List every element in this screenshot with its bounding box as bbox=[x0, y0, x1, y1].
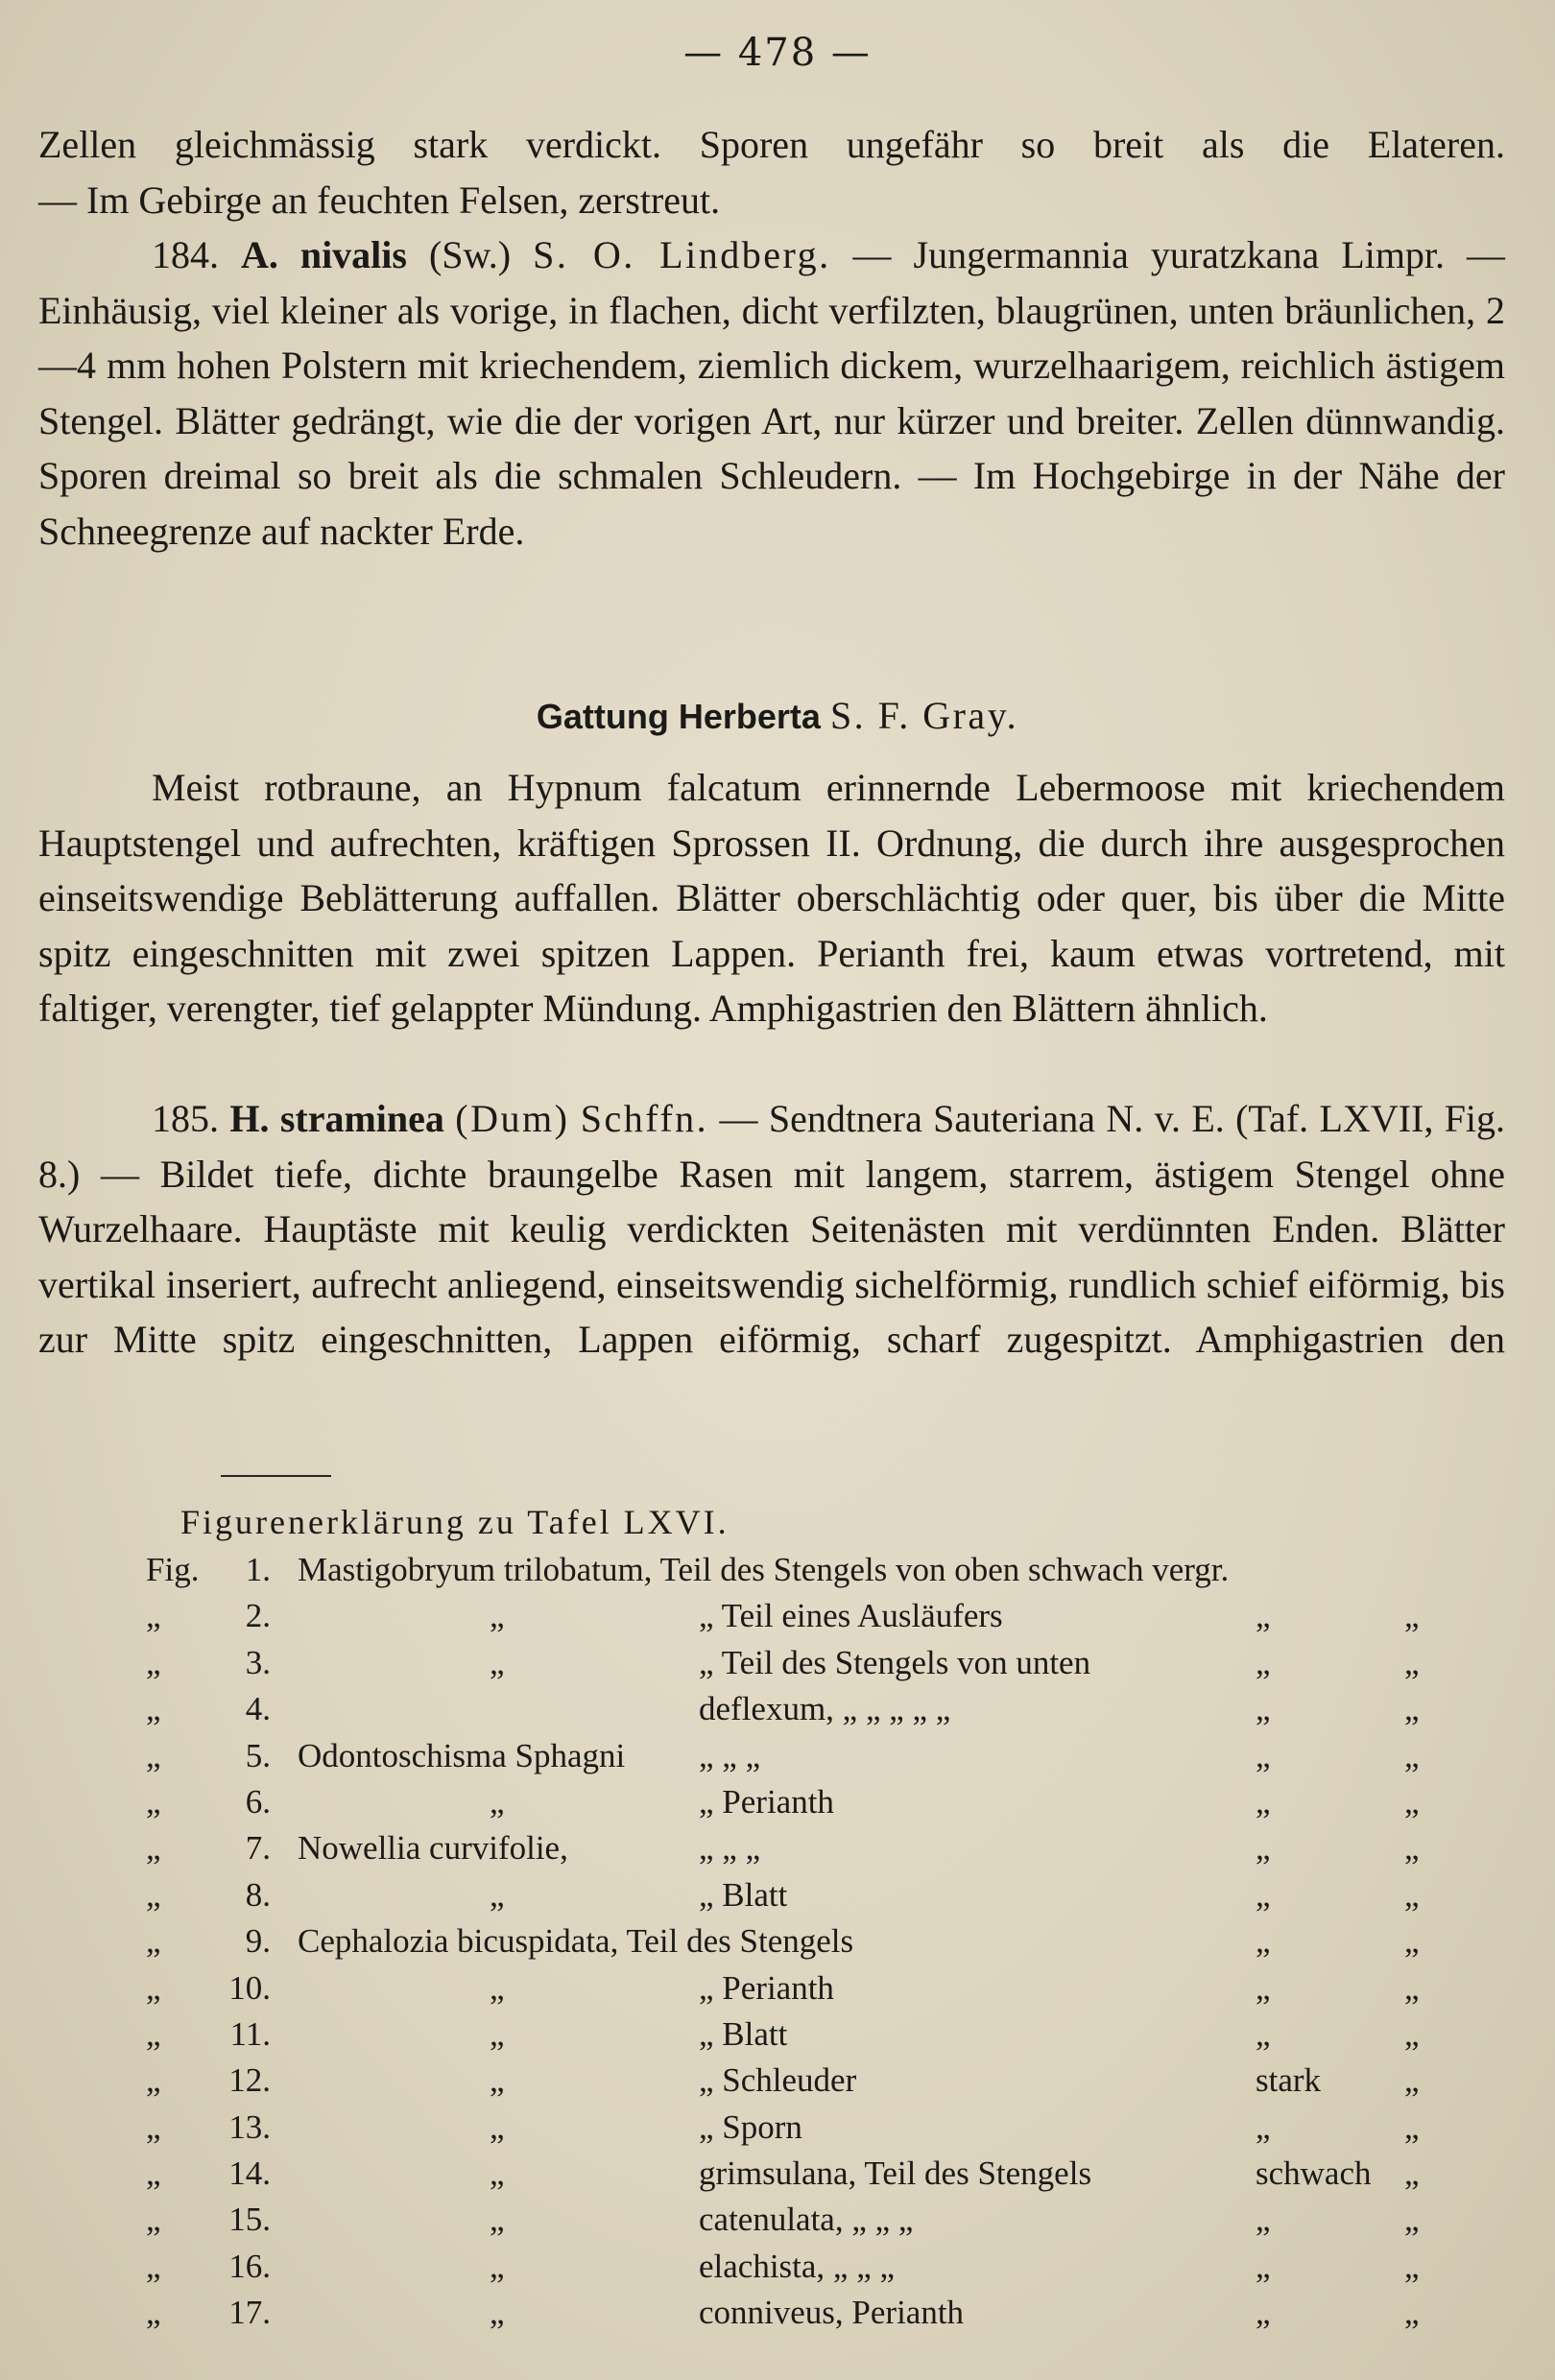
continued-paragraph bbox=[38, 117, 1505, 227]
legend-cell-d: „ bbox=[1256, 1829, 1271, 1868]
legend-cell-pre: „ bbox=[146, 2014, 161, 2053]
legend-cell-num: 10. bbox=[228, 1968, 271, 2007]
legend-cell-c: „ Perianth bbox=[699, 1782, 834, 1821]
figure-legend-row bbox=[0, 1690, 1555, 1736]
legend-cell-c: „ „ „ bbox=[699, 1736, 761, 1774]
legend-cell-num: 2. bbox=[245, 1597, 271, 1635]
legend-cell-b: „ bbox=[490, 1597, 505, 1635]
figure-legend-row bbox=[0, 2108, 1555, 2154]
legend-cell-num: 9. bbox=[245, 1922, 271, 1961]
species-author: (Dum) bbox=[455, 1097, 570, 1140]
legend-cell-a: Cephalozia bicuspidata, Teil des Stengels bbox=[298, 1922, 854, 1961]
genus-name: Herberta bbox=[678, 697, 821, 736]
legend-cell-a: Mastigobryum trilobatum, Teil des Stengels von oben schwach vergr. bbox=[298, 1551, 1230, 1588]
legend-cell-b: „ bbox=[490, 2247, 505, 2285]
species-author: Schffn. bbox=[580, 1097, 709, 1140]
legend-cell-num: 14. bbox=[228, 2154, 271, 2193]
legend-cell-pre: „ bbox=[146, 1968, 161, 2007]
legend-cell-pre: „ bbox=[146, 1782, 161, 1821]
legend-cell-d: „ bbox=[1256, 2294, 1271, 2332]
legend-cell-num: 15. bbox=[228, 2201, 271, 2239]
genus-author: S. F. Gray. bbox=[829, 694, 1019, 737]
genus-prefix: Gattung bbox=[536, 697, 669, 736]
legend-cell-a: Nowellia curvifolie, bbox=[298, 1829, 568, 1868]
legend-cell-c: conniveus, Perianth bbox=[699, 2294, 965, 2332]
legend-cell-e: „ bbox=[1404, 1922, 1420, 1961]
legend-cell-d: stark bbox=[1256, 2061, 1322, 2100]
legend-cell-num: 4. bbox=[245, 1690, 271, 1728]
legend-cell-e: „ bbox=[1404, 1782, 1420, 1821]
legend-cell-pre: „ bbox=[146, 1829, 161, 1868]
figure-legend-row bbox=[0, 1644, 1555, 1690]
legend-cell-c: „ Teil des Stengels von unten bbox=[699, 1643, 1091, 1681]
legend-cell-c: „ Schleuder bbox=[699, 2061, 857, 2100]
legend-cell-e: „ bbox=[1404, 1643, 1420, 1681]
figure-legend-row bbox=[0, 1876, 1555, 1922]
legend-cell-e: „ bbox=[1404, 1597, 1420, 1635]
page-number: — 478 — bbox=[683, 31, 872, 75]
legend-cell-pre: „ bbox=[146, 2061, 161, 2100]
legend-cell-d: „ bbox=[1256, 2247, 1271, 2285]
legend-cell-e: „ bbox=[1404, 2014, 1420, 2053]
legend-cell-e: „ bbox=[1404, 2247, 1420, 2285]
figure-legend-row bbox=[0, 2294, 1555, 2340]
legend-cell-num: 5. bbox=[245, 1736, 271, 1774]
legend-cell-e: „ bbox=[1404, 2201, 1420, 2239]
legend-cell-pre: „ bbox=[146, 1597, 161, 1635]
legend-cell-num: 12. bbox=[228, 2061, 271, 2100]
legend-cell-b: „ bbox=[490, 1643, 505, 1681]
legend-cell-d: „ bbox=[1256, 2107, 1271, 2146]
legend-cell-num: 17. bbox=[228, 2294, 271, 2332]
legend-cell-pre: „ bbox=[146, 2247, 161, 2285]
species-description: — Jungermannia yuratzkana Limpr. — Einhäusig, viel kleiner als vorige, in flachen, dicht verfilzten, blaugrünen, unten bräunlichen, 2—4 mm hohen Polstern mit kriechendem, ziemlich dickem, wurzelhaarigem, reichlich ästigem Stengel. Blätter gedrängt, wie die der vorigen Art, nur kürzer und breiter. Zellen dünnwandig. Sporen dreimal so breit als die schmalen Schleudern. — Im Hochgebirge in der Nähe der Schneegrenze auf nackter Erde. bbox=[38, 233, 1506, 553]
genus-description bbox=[38, 760, 1505, 1036]
legend-cell-num: 3. bbox=[245, 1643, 271, 1681]
species-description: — Sendtnera Sauteriana N. v. E. (Taf. LXVII, Fig. 8.) — Bildet tiefe, dichte braungelbe Rasen mit langem, starrem, ästigem Stengel ohne Wurzelhaare. Hauptäste mit keulig verdickten Seitenästen mit verdünnten Enden. Blätter vertikal inseriert, aufrecht anliegend, einseitswendig sichelförmig, rundlich schief eiförmig, bis zur Mitte spitz eingeschnitten, Lappen eiförmig, scharf zugespitzt. Amphigastrien den bbox=[38, 1097, 1506, 1361]
genus-paragraph: Meist rotbraune, an Hypnum falcatum erinnernde Lebermoose mit kriechendem Hauptstengel und aufrechten, kräftigen Sprossen II. Ordnung, die durch ihre ausgesprochen einseitswendige Beblätterung auffallen. Blätter oberschlächtig oder quer, bis über die Mitte spitz eingeschnitten mit zwei spitzen Lappen. Perianth frei, kaum etwas vortretend, mit faltiger, verengter, tief gelappter Mündung. Amphigastrien den Blättern ähnlich. bbox=[38, 766, 1505, 1030]
legend-cell-b: „ bbox=[490, 2294, 505, 2332]
species-author: (Sw.) bbox=[428, 233, 512, 276]
legend-cell-d: „ bbox=[1256, 1968, 1271, 2007]
legend-cell-c: „ Teil eines Ausläufers bbox=[699, 1597, 1003, 1635]
legend-cell-d: „ bbox=[1256, 1597, 1271, 1635]
legend-cell-e: „ bbox=[1404, 2294, 1420, 2332]
legend-cell-pre: „ bbox=[146, 1922, 161, 1961]
legend-cell-d: „ bbox=[1256, 1690, 1271, 1728]
legend-cell-pre: „ bbox=[146, 2107, 161, 2146]
legend-cell-d: „ bbox=[1256, 2201, 1271, 2239]
legend-cell-d: „ bbox=[1256, 1922, 1271, 1961]
figure-legend-row bbox=[0, 1551, 1555, 1597]
legend-cell-b: „ bbox=[490, 2107, 505, 2146]
legend-cell-pre: „ bbox=[146, 1875, 161, 1914]
legend-cell-pre: „ bbox=[146, 2201, 161, 2239]
legend-cell-c: „ Perianth bbox=[699, 1968, 834, 2007]
legend-cell-num: 16. bbox=[228, 2247, 271, 2285]
legend-cell-c: „ „ „ bbox=[699, 1829, 761, 1868]
legend-cell-num: 1. bbox=[245, 1551, 271, 1588]
legend-cell-c: deflexum, „ „ „ „ „ bbox=[699, 1690, 951, 1728]
legend-cell-b: „ bbox=[490, 1968, 505, 2007]
legend-cell-e: „ bbox=[1404, 2061, 1420, 2100]
legend-cell-c: catenulata, „ „ „ bbox=[699, 2201, 914, 2239]
figure-legend-row bbox=[0, 2248, 1555, 2294]
legend-cell-b: „ bbox=[490, 1875, 505, 1914]
figure-legend-row bbox=[0, 1737, 1555, 1783]
legend-cell-d: schwach bbox=[1256, 2154, 1372, 2193]
legend-cell-num: 13. bbox=[228, 2107, 271, 2146]
legend-cell-e: „ bbox=[1404, 1736, 1420, 1774]
figure-legend-row bbox=[0, 1783, 1555, 1829]
legend-cell-e: „ bbox=[1404, 2154, 1420, 2193]
legend-cell-num: 6. bbox=[245, 1782, 271, 1821]
text-line: Zellen gleichmässig stark verdickt. Sporen ungefähr so breit als die Elateren. bbox=[38, 123, 1505, 166]
legend-cell-e: „ bbox=[1404, 1829, 1420, 1868]
legend-cell-pre: „ bbox=[146, 2154, 161, 2193]
figure-legend-row bbox=[0, 1969, 1555, 2015]
legend-cell-e: „ bbox=[1404, 1968, 1420, 2007]
species-number: 185. bbox=[152, 1097, 219, 1140]
figure-legend-row bbox=[0, 2061, 1555, 2107]
species-name: A. nivalis bbox=[240, 233, 407, 276]
figure-legend-row bbox=[0, 2201, 1555, 2247]
footnote-divider bbox=[221, 1475, 331, 1477]
legend-cell-e: „ bbox=[1404, 1690, 1420, 1728]
legend-cell-d: „ bbox=[1256, 1736, 1271, 1774]
species-number: 184. bbox=[152, 233, 219, 276]
legend-cell-c: elachista, „ „ „ bbox=[699, 2247, 896, 2285]
legend-cell-a: Odontoschisma Sphagni bbox=[298, 1736, 626, 1774]
legend-cell-pre: „ bbox=[146, 1643, 161, 1681]
legend-cell-b: „ bbox=[490, 1782, 505, 1821]
figure-legend-row bbox=[0, 2015, 1555, 2061]
legend-cell-pre: Fig. bbox=[146, 1551, 200, 1588]
figure-legend-row bbox=[0, 1597, 1555, 1643]
legend-cell-c: „ Blatt bbox=[699, 1875, 788, 1914]
legend-cell-e: „ bbox=[1404, 1875, 1420, 1914]
legend-cell-pre: „ bbox=[146, 2294, 161, 2332]
figure-legend-row bbox=[0, 1829, 1555, 1875]
legend-cell-b: „ bbox=[490, 2061, 505, 2100]
legend-cell-d: „ bbox=[1256, 2014, 1271, 2053]
legend-cell-b: „ bbox=[490, 2154, 505, 2193]
legend-cell-c: „ Sporn bbox=[699, 2107, 802, 2146]
legend-cell-num: 7. bbox=[245, 1829, 271, 1868]
legend-cell-b: „ bbox=[490, 2201, 505, 2239]
figure-legend-row bbox=[0, 1922, 1555, 1968]
legend-cell-num: 11. bbox=[229, 2014, 271, 2053]
species-185-entry bbox=[38, 1091, 1505, 1368]
genus-heading bbox=[0, 693, 1555, 738]
legend-cell-c: grimsulana, Teil des Stengels bbox=[699, 2154, 1092, 2193]
legend-cell-d: „ bbox=[1256, 1782, 1271, 1821]
legend-cell-d: „ bbox=[1256, 1643, 1271, 1681]
legend-cell-pre: „ bbox=[146, 1736, 161, 1774]
legend-cell-e: „ bbox=[1404, 2107, 1420, 2146]
legend-cell-d: „ bbox=[1256, 1875, 1271, 1914]
legend-cell-c: „ Blatt bbox=[699, 2014, 788, 2053]
species-name: H. straminea bbox=[229, 1097, 444, 1140]
text-line: — Im Gebirge an feuchten Felsen, zerstreut. bbox=[38, 178, 721, 222]
figure-legend-title: Figurenerklärung zu Tafel LXVI. bbox=[180, 1503, 730, 1541]
species-184-entry bbox=[38, 227, 1505, 559]
legend-cell-b: „ bbox=[490, 2014, 505, 2053]
species-author: S. O. Lindberg. bbox=[533, 233, 831, 276]
legend-cell-num: 8. bbox=[245, 1875, 271, 1914]
figure-legend-table bbox=[0, 1551, 1555, 2341]
legend-cell-pre: „ bbox=[146, 1690, 161, 1728]
figure-legend-row bbox=[0, 2154, 1555, 2201]
